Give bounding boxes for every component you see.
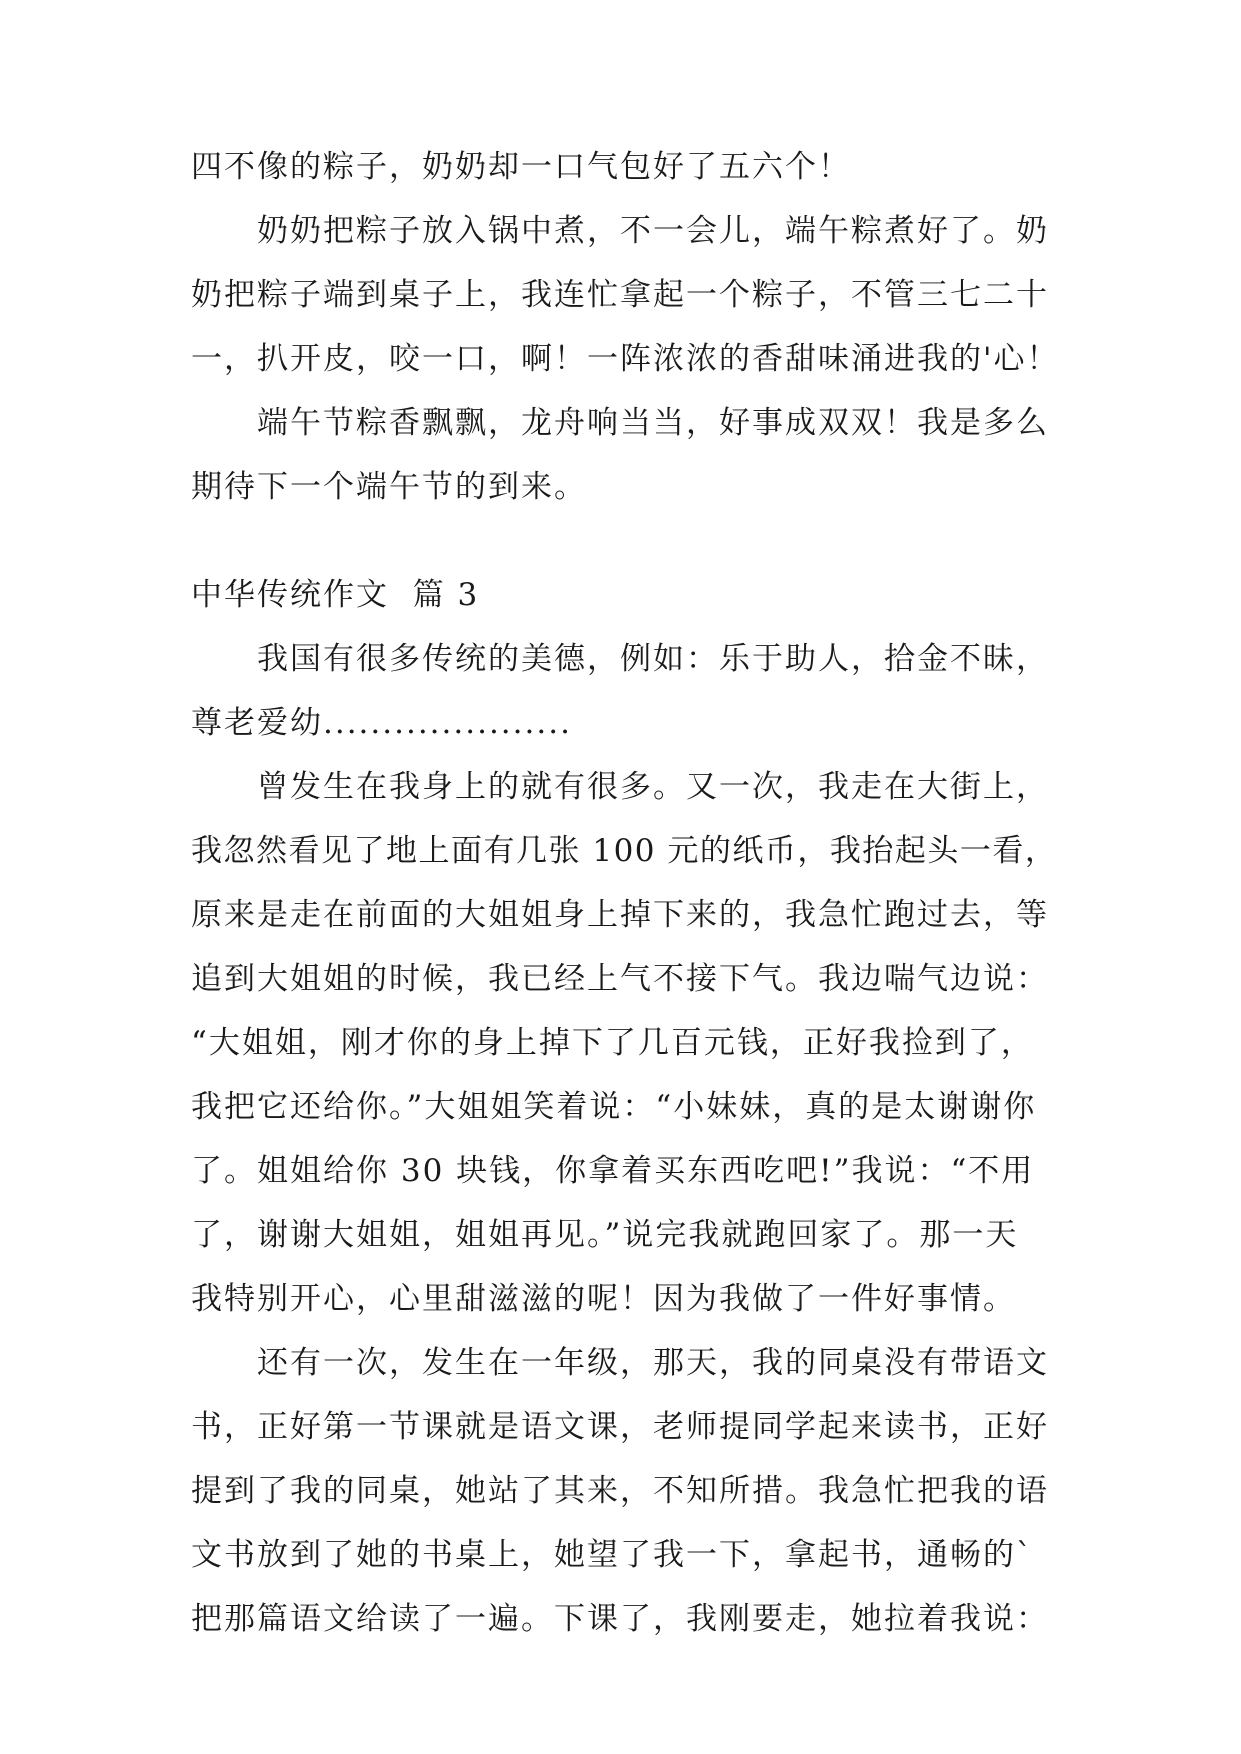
text-line: 书，正好第一节课就是语文课，老师提同学起来读书，正好 xyxy=(191,1409,1049,1445)
text-line: 尊老爱幼..................... xyxy=(191,705,572,741)
text-line: 我特别开心，心里甜滋滋的呢！因为我做了一件好事情。 xyxy=(191,1281,1016,1317)
text-line: 端午节粽香飘飘，龙舟响当当，好事成双双！我是多么 xyxy=(257,405,1049,441)
text-line: 把那篇语文给读了一遍。下课了，我刚要走，她拉着我说： xyxy=(191,1601,1049,1637)
text-line: “大姐姐，刚才你的身上掉下了几百元钱，正好我捡到了， xyxy=(191,1025,1034,1061)
text-line: 一，扒开皮，咬一口，啊！一阵浓浓的香甜味涌进我的'心！ xyxy=(191,341,1060,377)
text-line: 四不像的粽子，奶奶却一口气包好了五六个！ xyxy=(191,149,851,185)
text-line: 还有一次，发生在一年级，那天，我的同桌没有带语文 xyxy=(257,1345,1049,1381)
text-line: 期待下一个端午节的到来。 xyxy=(191,469,587,505)
text-line: 提到了我的同桌，她站了其来，不知所措。我急忙把我的语 xyxy=(191,1473,1049,1509)
essay-part-1 xyxy=(191,135,1071,519)
text-line: 追到大姐姐的时候，我已经上气不接下气。我边喘气边说： xyxy=(191,961,1049,997)
text-line: 我国有很多传统的美德，例如：乐于助人，拾金不昧， xyxy=(257,641,1049,677)
text-line: 了。姐姐给你 30 块钱，你拿着买东西吃吧!”我说：“不用 xyxy=(191,1153,1035,1189)
text-line: 奶把粽子端到桌子上，我连忙拿起一个粽子，不管三七二十 xyxy=(191,277,1049,313)
text-line: 曾发生在我身上的就有很多。又一次，我走在大街上， xyxy=(257,769,1049,805)
text-line: 原来是走在前面的大姐姐身上掉下来的，我急忙跑过去，等 xyxy=(191,897,1049,933)
text-line: 我忽然看见了地上面有几张 100 元的纸币，我抬起头一看， xyxy=(191,833,1058,869)
section-heading: 中华传统作文 篇 3 xyxy=(191,577,480,613)
text-line: 文书放到了她的书桌上，她望了我一下，拿起书，通畅的` xyxy=(191,1537,1034,1573)
text-line: 奶奶把粽子放入锅中煮，不一会儿，端午粽煮好了。奶 xyxy=(257,213,1049,249)
essay-part-2 xyxy=(191,563,1071,1651)
text-line: 了，谢谢大姐姐，姐姐再见。”说完我就跑回家了。那一天 xyxy=(191,1217,1019,1253)
text-line: 我把它还给你。”大姐姐笑着说：“小妹妹，真的是太谢谢你 xyxy=(191,1089,1037,1125)
